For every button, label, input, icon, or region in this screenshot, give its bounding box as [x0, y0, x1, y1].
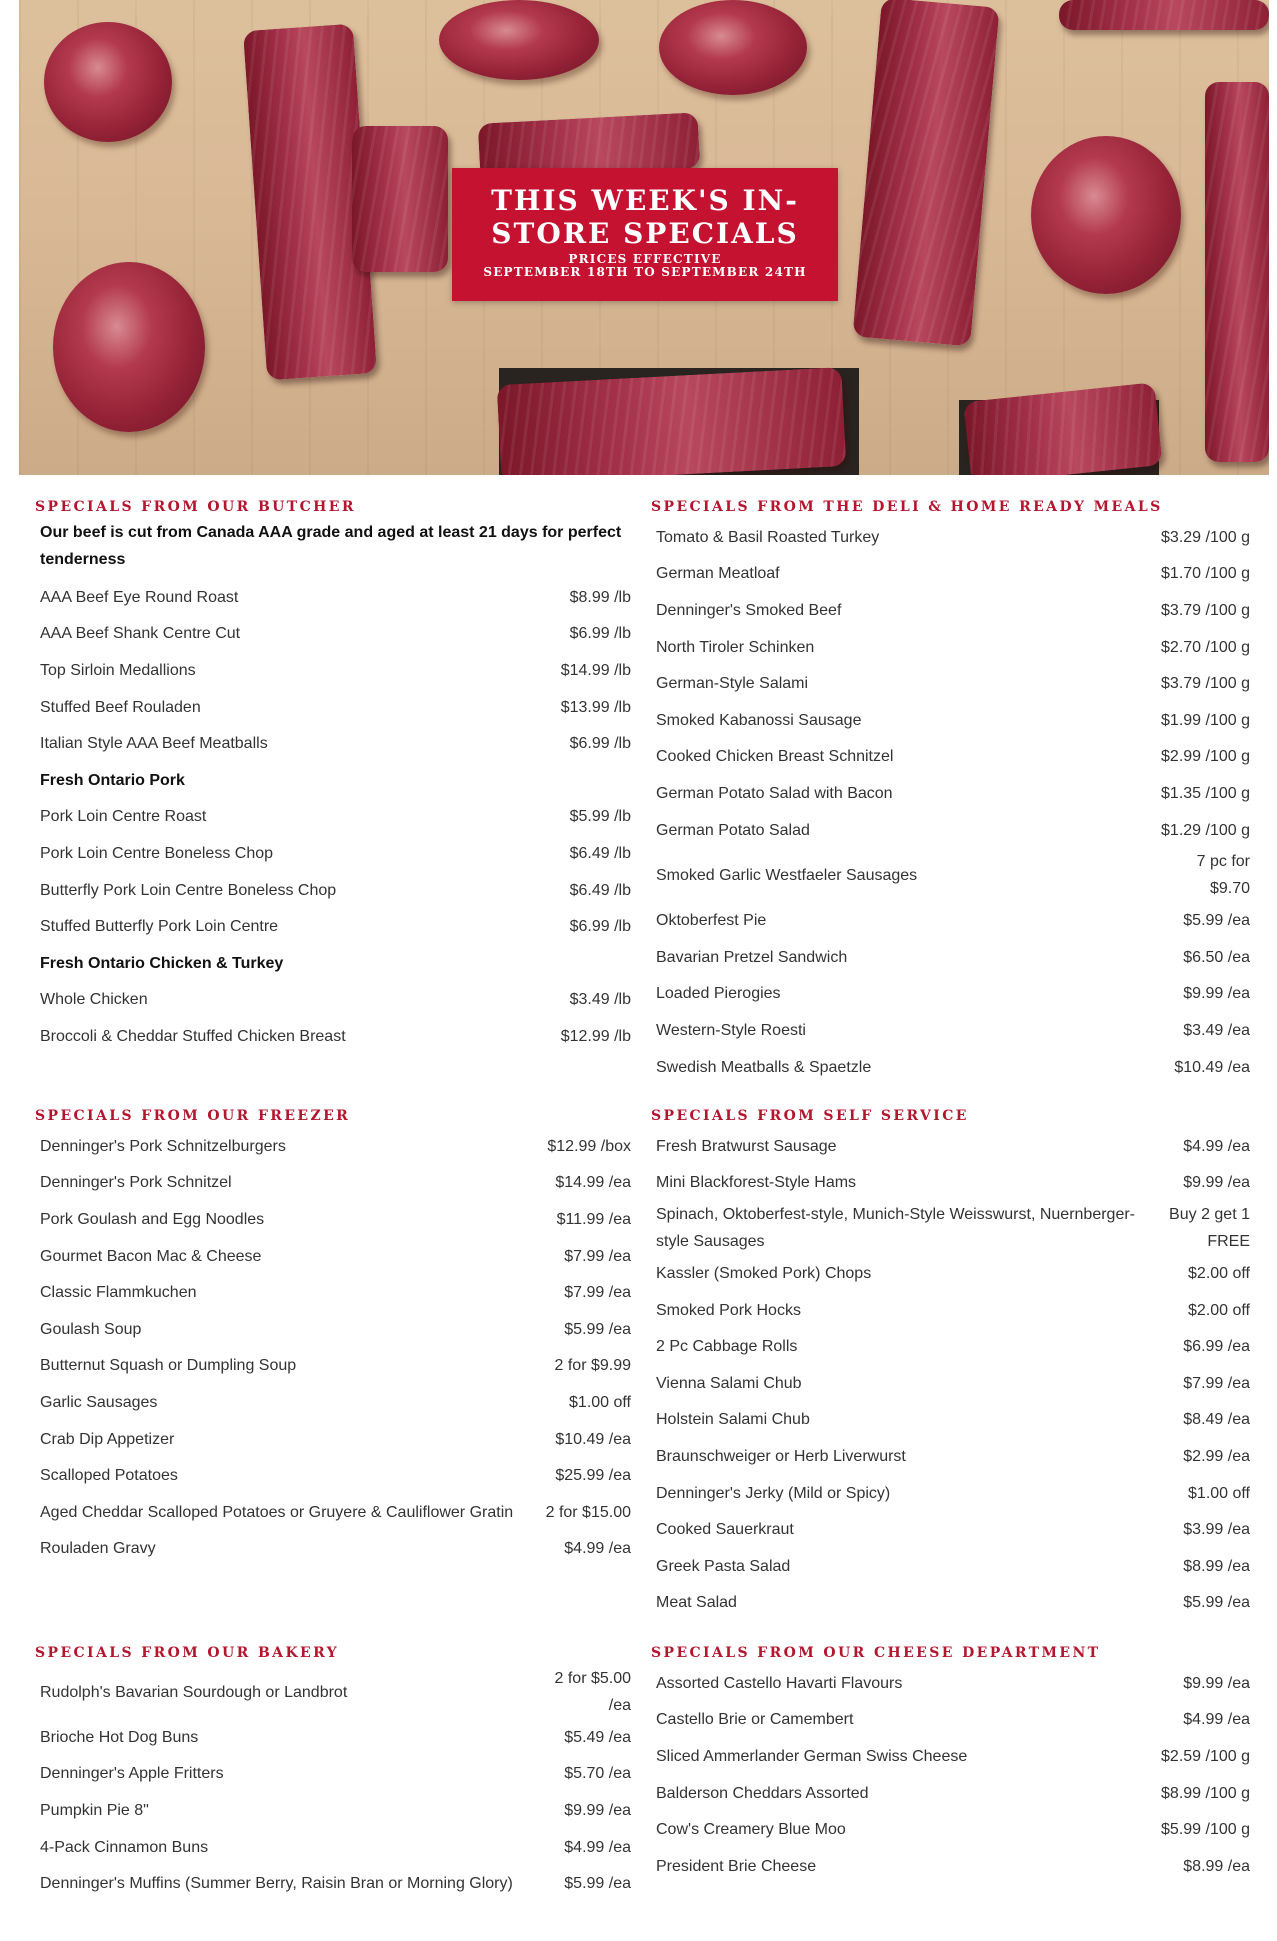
item-price: $10.49 /ea [555, 1430, 631, 1448]
item-name: Cooked Sauerkraut [656, 1521, 794, 1539]
section-title: SPECIALS FROM OUR BUTCHER [35, 499, 356, 515]
item-price: $2.00 off [1188, 1301, 1250, 1319]
cheese-list [651, 1665, 1254, 1885]
list-item [35, 725, 635, 762]
list-item [35, 616, 635, 653]
self-service-section [651, 1106, 1254, 1643]
item-name: Mini Blackforest-Style Hams [656, 1174, 857, 1192]
list-item [35, 1531, 635, 1568]
item-price: $1.29 /100 g [1161, 821, 1250, 839]
steak-image [53, 262, 205, 432]
item-name: President Brie Cheese [656, 1857, 817, 1875]
item-price: $1.00 off [569, 1393, 631, 1411]
list-item [35, 1665, 635, 1719]
item-price: $6.50 /ea [1183, 948, 1250, 966]
banner-title [452, 168, 838, 250]
item-name: Meat Salad [656, 1594, 737, 1612]
freezer-section [35, 1106, 635, 1643]
steak-image [1031, 136, 1181, 294]
list-item [651, 702, 1254, 739]
left-column [35, 497, 635, 1902]
item-price: $13.99 /lb [560, 698, 631, 716]
item-name: Classic Flammkuchen [40, 1284, 197, 1302]
list-item [35, 1311, 635, 1348]
list-item [651, 1049, 1254, 1086]
item-price: $6.49 /lb [569, 881, 631, 899]
item-price: $5.99 /ea [564, 1875, 631, 1893]
item-price: $3.49 /ea [1183, 1021, 1250, 1039]
item-price: 2 for $9.99 [554, 1357, 631, 1375]
item-name: Aged Cheddar Scalloped Potatoes or Gruyere & Cauliflower Gratin [40, 1503, 514, 1521]
list-item [35, 579, 635, 616]
item-name: Kassler (Smoked Pork) Chops [656, 1264, 872, 1282]
item-name: Assorted Castello Havarti Flavours [656, 1674, 903, 1692]
meat-strip-image [352, 126, 448, 272]
item-price: $11.99 /ea [556, 1210, 631, 1228]
item-name: Smoked Pork Hocks [656, 1301, 801, 1319]
item-price: $2.99 /ea [1183, 1447, 1250, 1465]
list-item [35, 1238, 635, 1275]
list-item [651, 1365, 1254, 1402]
item-price: $9.99 /ea [1183, 1174, 1250, 1192]
item-price: $1.99 /100 g [1161, 711, 1250, 729]
section-title: SPECIALS FROM SELF SERVICE [651, 1108, 969, 1124]
list-item [35, 1165, 635, 1202]
list-item [651, 556, 1254, 593]
list-item [651, 1548, 1254, 1585]
list-item [35, 1865, 635, 1902]
item-name: Butterfly Pork Loin Centre Boneless Chop [40, 881, 337, 899]
item-name: Whole Chicken [40, 991, 148, 1009]
list-item [35, 1719, 635, 1756]
item-price: 2 for $15.00 [545, 1503, 631, 1521]
item-price: $7.99 /ea [1183, 1374, 1250, 1392]
list-item [651, 1201, 1254, 1255]
banner-subtitle [452, 253, 838, 279]
item-name: 4-Pack Cinnamon Buns [40, 1838, 209, 1856]
cheese-section [651, 1643, 1254, 1885]
item-name: Spinach, Oktoberfest-style, Munich-Style Weisswurst, Nuernberger-style Sausages [656, 1206, 1135, 1251]
item-name: Rouladen Gravy [40, 1540, 156, 1558]
list-item [651, 812, 1254, 849]
item-name: Balderson Cheddars Assorted [656, 1784, 869, 1802]
pork-list [35, 799, 635, 945]
list-item [35, 689, 635, 726]
item-price: $5.99 /100 g [1161, 1821, 1250, 1839]
item-price: $12.99 /lb [560, 1027, 631, 1045]
chicken-heading: Fresh Ontario Chicken & Turkey [40, 954, 284, 972]
hero-banner-image [19, 0, 1269, 475]
list-item [35, 652, 635, 689]
list-item [35, 1457, 635, 1494]
item-price: $5.99 /ea [1183, 1594, 1250, 1612]
list-item [651, 1328, 1254, 1365]
item-price: $1.00 off [1188, 1484, 1250, 1502]
item-price: $8.99 /ea [1183, 1857, 1250, 1875]
item-price: $8.99 /ea [1183, 1557, 1250, 1575]
item-name: Denninger's Muffins (Summer Berry, Raisin Bran or Morning Glory) [40, 1875, 513, 1893]
item-price: $8.49 /ea [1183, 1411, 1250, 1429]
item-name: Cooked Chicken Breast Schnitzel [656, 748, 894, 766]
item-name: Tomato & Basil Roasted Turkey [656, 528, 880, 546]
item-price: $1.35 /100 g [1161, 784, 1250, 802]
item-name: Holstein Salami Chub [656, 1411, 810, 1429]
steak-image [659, 0, 807, 95]
section-title: SPECIALS FROM OUR CHEESE DEPARTMENT [651, 1645, 1101, 1661]
item-name: Smoked Kabanossi Sausage [656, 711, 862, 729]
list-item [35, 1348, 635, 1385]
item-name: Smoked Garlic Westfaeler Sausages [656, 866, 918, 884]
item-name: Crab Dip Appetizer [40, 1430, 175, 1448]
item-price: $7.99 /ea [564, 1247, 631, 1265]
list-item [35, 982, 635, 1019]
item-name: Italian Style AAA Beef Meatballs [40, 735, 268, 753]
item-price: $5.49 /ea [564, 1728, 631, 1746]
list-item [651, 665, 1254, 702]
item-name: Vienna Salami Chub [656, 1374, 802, 1392]
list-item [651, 1702, 1254, 1739]
item-name: Denninger's Apple Fritters [40, 1765, 224, 1783]
item-price: $14.99 /ea [555, 1174, 631, 1192]
item-price: $10.49 /ea [1174, 1058, 1250, 1076]
list-item [651, 1012, 1254, 1049]
item-price: $1.70 /100 g [1161, 565, 1250, 583]
item-price: $6.99 /lb [569, 625, 631, 643]
item-name: Greek Pasta Salad [656, 1557, 791, 1575]
section-title: SPECIALS FROM OUR BAKERY [35, 1645, 340, 1661]
specials-banner [452, 168, 838, 301]
item-price: $4.99 /ea [564, 1838, 631, 1856]
chicken-list [35, 982, 635, 1055]
item-price: $2.99 /100 g [1161, 748, 1250, 766]
section-title: SPECIALS FROM OUR FREEZER [35, 1108, 351, 1124]
item-name: Denninger's Pork Schnitzel [40, 1174, 232, 1192]
item-price: $14.99 /lb [560, 661, 631, 679]
item-name: Denninger's Smoked Beef [656, 601, 842, 619]
item-name: German Potato Salad with Bacon [656, 784, 893, 802]
list-item [651, 1402, 1254, 1439]
item-name: Brioche Hot Dog Buns [40, 1728, 199, 1746]
banner-subtitle-line-2: SEPTEMBER 18TH TO SEPTEMBER 24TH [483, 265, 807, 279]
meat-strip-image [852, 0, 999, 346]
list-item [651, 848, 1254, 902]
self-service-list [651, 1128, 1254, 1621]
item-price: $7.99 /ea [564, 1284, 631, 1302]
item-name: Garlic Sausages [40, 1393, 158, 1411]
item-price: $3.49 /lb [569, 991, 631, 1009]
list-item [35, 835, 635, 872]
item-price: $5.99 /ea [564, 1320, 631, 1338]
item-price: $8.99 /100 g [1161, 1784, 1250, 1802]
item-price: $4.99 /ea [1183, 1711, 1250, 1729]
list-item [35, 1384, 635, 1421]
list-item [651, 939, 1254, 976]
list-item [651, 1255, 1254, 1292]
deli-section [651, 497, 1254, 1106]
item-name: AAA Beef Shank Centre Cut [40, 625, 241, 643]
list-item [651, 1775, 1254, 1812]
item-price: $3.99 /ea [1183, 1521, 1250, 1539]
item-price: $5.99 /ea [1183, 912, 1250, 930]
item-price: $6.99 /ea [1183, 1338, 1250, 1356]
list-item [651, 629, 1254, 666]
list-item [35, 1201, 635, 1238]
list-item [651, 775, 1254, 812]
item-price: 7 pc for $9.70 [1196, 853, 1250, 898]
item-price: $5.99 /lb [569, 808, 631, 826]
list-item [651, 1511, 1254, 1548]
item-name: Pork Loin Centre Boneless Chop [40, 844, 274, 862]
list-item [35, 1128, 635, 1165]
item-price: $9.99 /ea [1183, 985, 1250, 1003]
item-price: $9.99 /ea [564, 1801, 631, 1819]
item-price: $4.99 /ea [1183, 1137, 1250, 1155]
list-item [35, 908, 635, 945]
list-item [651, 1128, 1254, 1165]
item-price: $9.99 /ea [1183, 1674, 1250, 1692]
item-price: $2.59 /100 g [1161, 1747, 1250, 1765]
banner-title-line-1: THIS WEEK'S IN- [491, 184, 799, 217]
item-price: $5.70 /ea [564, 1765, 631, 1783]
list-item [35, 1494, 635, 1531]
list-item [35, 1018, 635, 1055]
steak-image [44, 22, 172, 142]
beef-list [35, 579, 635, 762]
list-item [651, 1438, 1254, 1475]
item-price: $25.99 /ea [555, 1467, 631, 1485]
bakery-list [35, 1665, 635, 1902]
item-name: Stuffed Beef Rouladen [40, 698, 201, 716]
item-name: Oktoberfest Pie [656, 912, 767, 930]
butcher-intro: Our beef is cut from Canada AAA grade and aged at least 21 days for perfect tenderness [40, 524, 622, 568]
butcher-section [35, 497, 635, 1106]
list-item [651, 902, 1254, 939]
item-name: Pork Loin Centre Roast [40, 808, 207, 826]
item-price: $8.99 /lb [569, 588, 631, 606]
item-price: $12.99 /box [547, 1137, 631, 1155]
item-price: $3.79 /100 g [1161, 601, 1250, 619]
item-name: Western-Style Roesti [656, 1021, 806, 1039]
item-name: Stuffed Butterfly Pork Loin Centre [40, 918, 279, 936]
item-price: $2.70 /100 g [1161, 638, 1250, 656]
item-name: German Meatloaf [656, 565, 780, 583]
item-name: Butternut Squash or Dumpling Soup [40, 1357, 297, 1375]
section-title: SPECIALS FROM THE DELI & HOME READY MEALS [651, 499, 1163, 515]
list-item [651, 519, 1254, 556]
steak-image [439, 0, 599, 80]
list-item [35, 1756, 635, 1793]
pork-heading: Fresh Ontario Pork [40, 771, 185, 789]
list-item [35, 1421, 635, 1458]
item-price: $6.99 /lb [569, 735, 631, 753]
item-name: Pork Goulash and Egg Noodles [40, 1210, 265, 1228]
item-name: 2 Pc Cabbage Rolls [656, 1338, 798, 1356]
list-item [35, 1792, 635, 1829]
freezer-list [35, 1128, 635, 1567]
item-name: Cow's Creamery Blue Moo [656, 1821, 846, 1839]
bakery-section [35, 1643, 635, 1902]
item-name: Top Sirloin Medallions [40, 661, 196, 679]
list-item [651, 739, 1254, 776]
item-price: $6.49 /lb [569, 844, 631, 862]
item-name: AAA Beef Eye Round Roast [40, 588, 239, 606]
item-name: Rudolph's Bavarian Sourdough or Landbrot [40, 1683, 348, 1701]
banner-title-line-2: STORE SPECIALS [491, 217, 799, 250]
item-name: Goulash Soup [40, 1320, 142, 1338]
list-item [651, 1475, 1254, 1512]
meat-strip-image [497, 367, 847, 475]
item-price: $6.99 /lb [569, 918, 631, 936]
item-name: Denninger's Jerky (Mild or Spicy) [656, 1484, 891, 1502]
list-item [651, 1848, 1254, 1885]
item-name: German-Style Salami [656, 675, 809, 693]
list-item [651, 1165, 1254, 1202]
item-name: Bavarian Pretzel Sandwich [656, 948, 848, 966]
item-price: Buy 2 get 1 FREE [1169, 1206, 1250, 1251]
item-name: Swedish Meatballs & Spaetzle [656, 1058, 872, 1076]
item-price: $3.29 /100 g [1161, 528, 1250, 546]
item-name: Pumpkin Pie 8" [40, 1801, 149, 1819]
item-name: Fresh Bratwurst Sausage [656, 1137, 837, 1155]
meat-strip-image [1205, 82, 1269, 462]
right-column [651, 497, 1254, 1885]
banner-subtitle-line-1: PRICES EFFECTIVE [568, 252, 722, 266]
list-item [651, 1738, 1254, 1775]
list-item [35, 1274, 635, 1311]
list-item [651, 1585, 1254, 1622]
list-item [35, 799, 635, 836]
item-name: Castello Brie or Camembert [656, 1711, 854, 1729]
list-item [35, 872, 635, 909]
meat-strip-image [1059, 0, 1269, 30]
item-price: $2.00 off [1188, 1264, 1250, 1282]
item-price: $3.79 /100 g [1161, 675, 1250, 693]
item-name: Denninger's Pork Schnitzelburgers [40, 1137, 286, 1155]
item-name: Loaded Pierogies [656, 985, 781, 1003]
list-item [651, 592, 1254, 629]
list-item [651, 1665, 1254, 1702]
list-item [651, 1811, 1254, 1848]
item-price: 2 for $5.00 /ea [554, 1670, 631, 1714]
item-name: German Potato Salad [656, 821, 810, 839]
item-name: Braunschweiger or Herb Liverwurst [656, 1447, 906, 1465]
list-item [651, 976, 1254, 1013]
meat-strip-image [963, 382, 1163, 475]
item-name: Sliced Ammerlander German Swiss Cheese [656, 1747, 968, 1765]
item-name: Scalloped Potatoes [40, 1467, 178, 1485]
item-name: North Tiroler Schinken [656, 638, 815, 656]
item-price: $4.99 /ea [564, 1540, 631, 1558]
list-item [651, 1292, 1254, 1329]
list-item [35, 1829, 635, 1866]
deli-list [651, 519, 1254, 1085]
item-name: Broccoli & Cheddar Stuffed Chicken Breast [40, 1027, 346, 1045]
item-name: Gourmet Bacon Mac & Cheese [40, 1247, 262, 1265]
